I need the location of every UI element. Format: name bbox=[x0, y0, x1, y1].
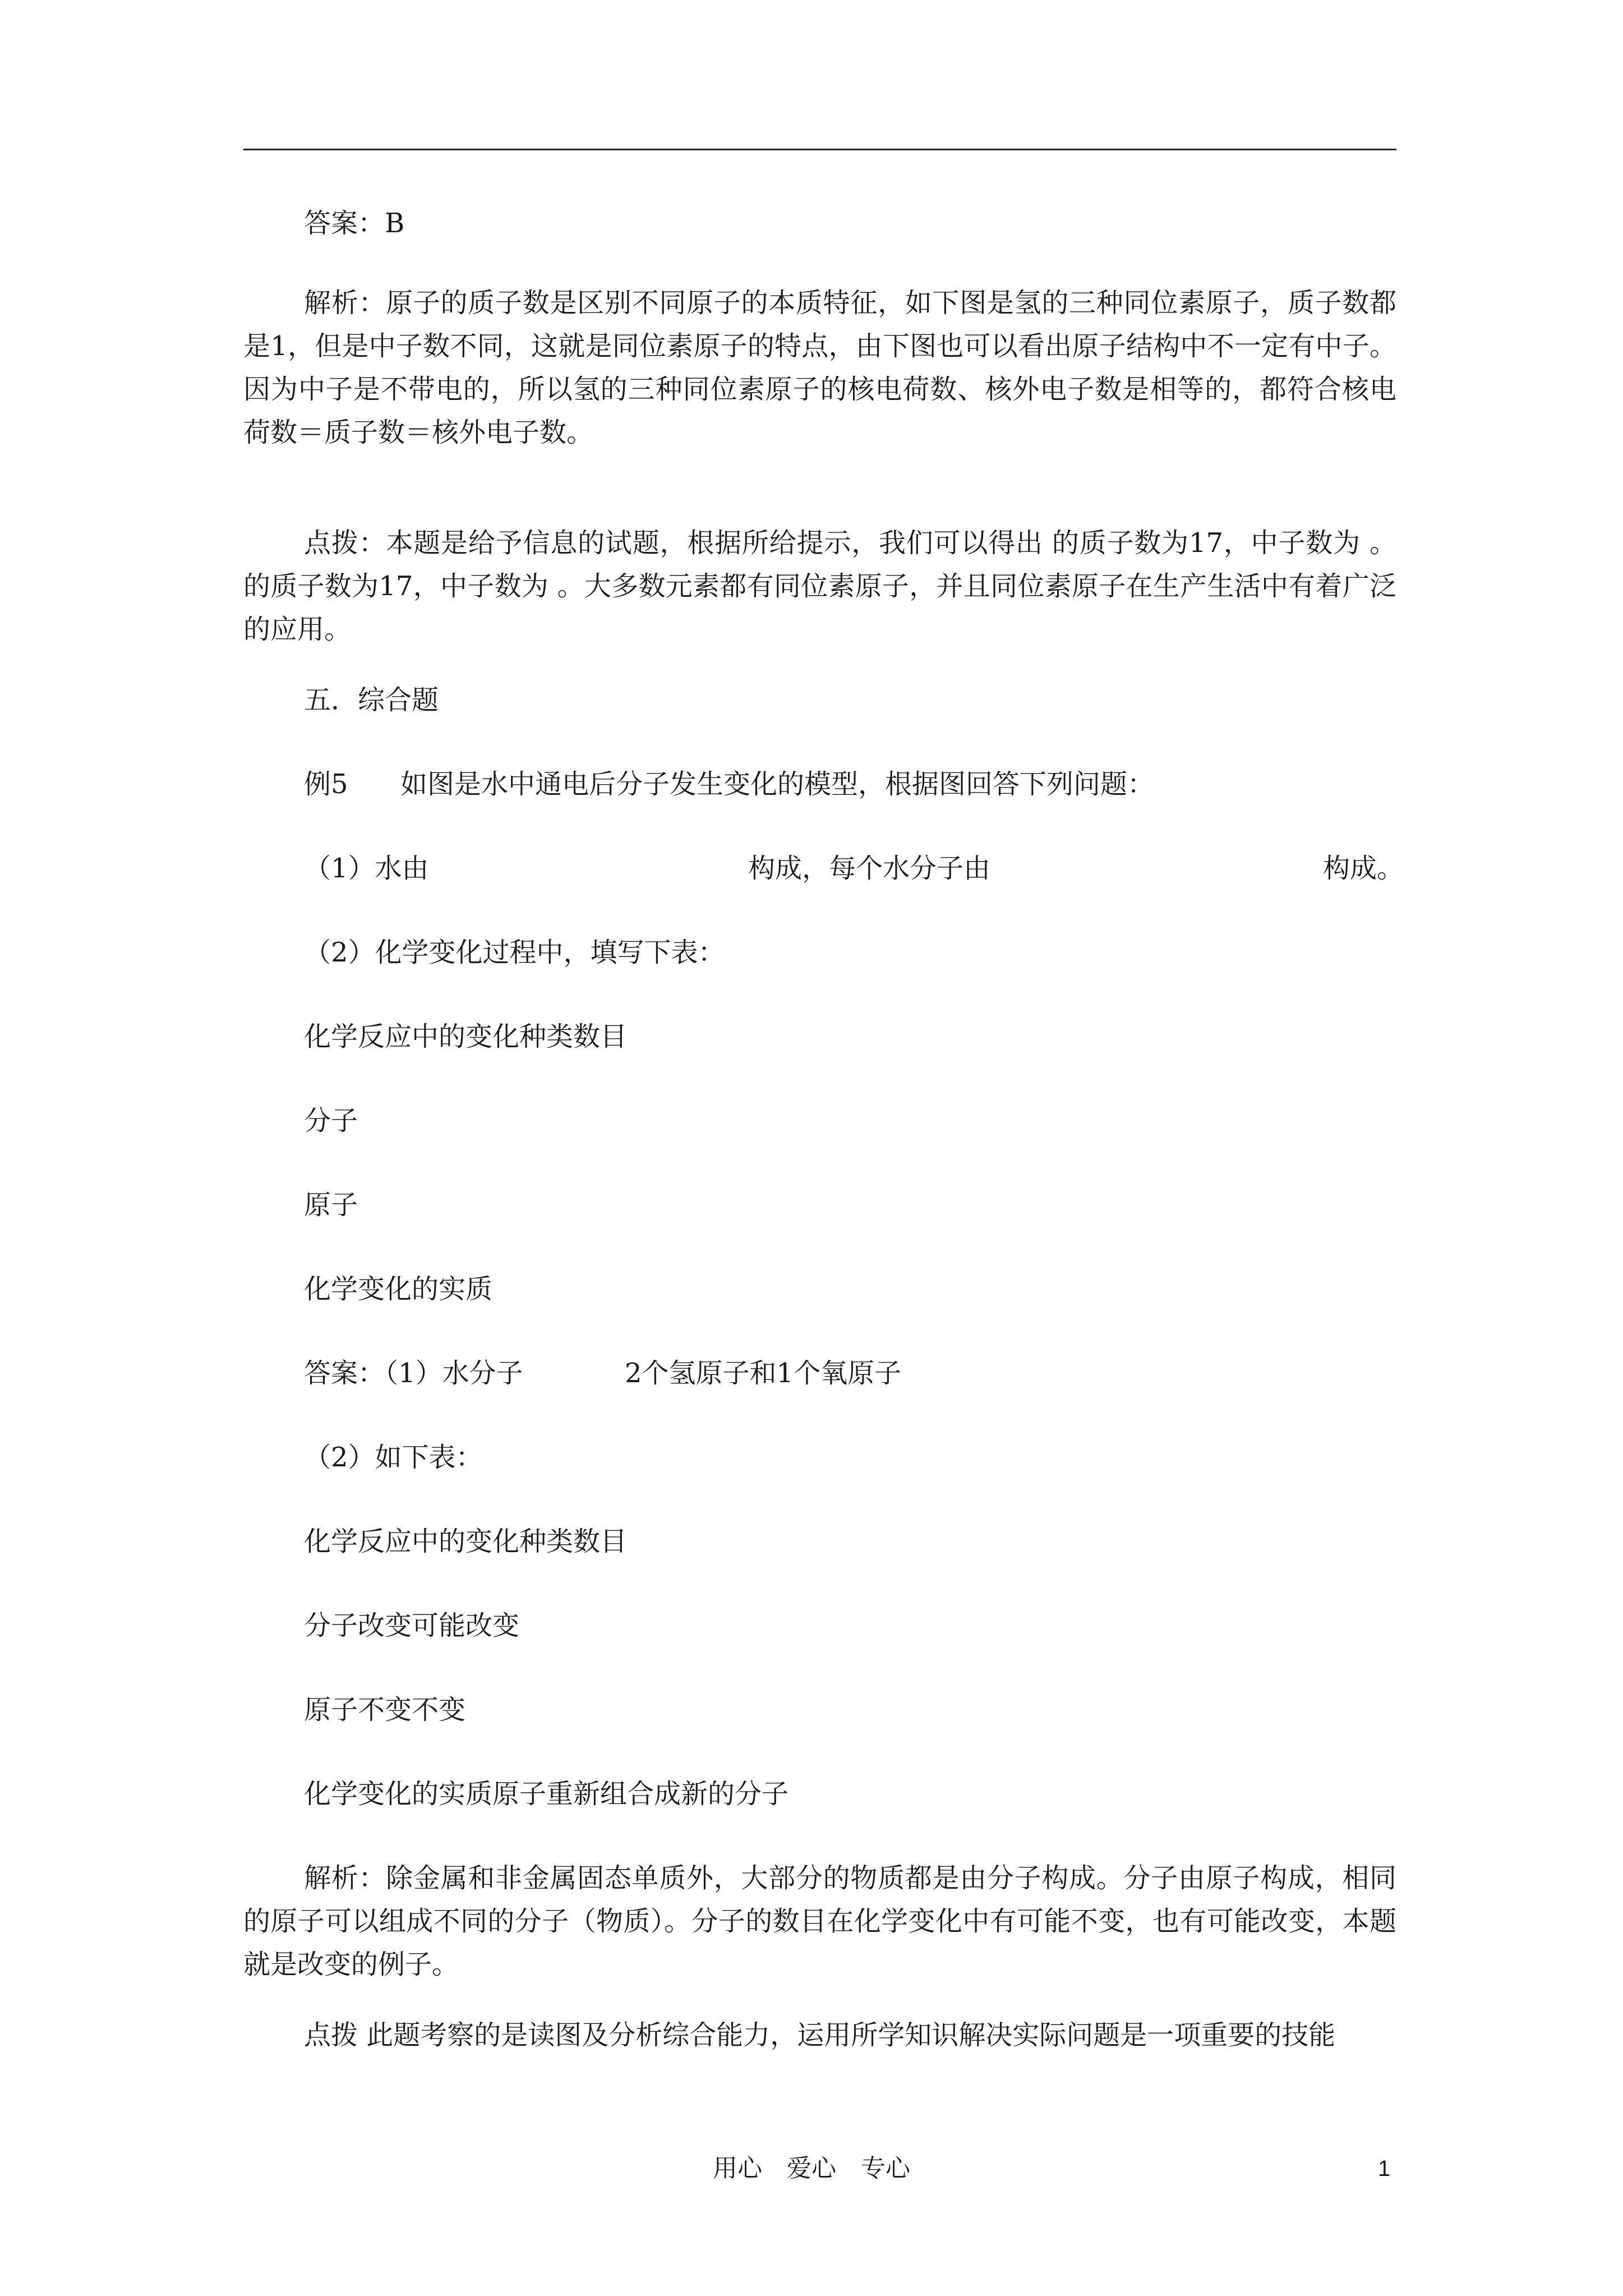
answer-table-row-essence: 化学变化的实质原子重新组合成新的分子 bbox=[304, 1778, 789, 1810]
q2-prompt: （2）化学变化过程中，填写下表： bbox=[304, 937, 725, 968]
q1-mid: 构成，每个水分子由 bbox=[748, 853, 991, 884]
answer-table-row-molecule: 分子改变可能改变 bbox=[304, 1610, 520, 1641]
question-table-row-molecule: 分子 bbox=[304, 1105, 358, 1137]
header-rule bbox=[243, 149, 1396, 150]
question-table-row-essence: 化学变化的实质 bbox=[304, 1273, 493, 1305]
answer-2: （2）如下表： bbox=[304, 1442, 483, 1473]
page-number: 1 bbox=[1378, 2156, 1391, 2181]
section-5-analysis: 解析：除金属和非金属固态单质外，大部分的物质都是由分子构成。分子由原子构成，相同的原子可以组成不同的分子（物质）。分子的数目在化学变化中有可能不变，也有可能改变，本题就是改变的例子。 bbox=[243, 1862, 1396, 1980]
answer-1-rest: 2个氢原子和1个氧原子 bbox=[625, 1358, 902, 1389]
section-5-heading: 五．综合题 bbox=[304, 684, 439, 716]
section-5-tip: 点拨 此题考察的是读图及分析综合能力，运用所学知识解决实际问题是一项重要的技能 bbox=[304, 2019, 1336, 2051]
answer-table-row-atom: 原子不变不变 bbox=[304, 1694, 466, 1726]
q1-end: 构成。 bbox=[1323, 853, 1404, 884]
q1-prefix: （1）水由 bbox=[304, 853, 429, 884]
example-5-label: 例5 bbox=[304, 769, 348, 800]
q4-answer: 答案：B bbox=[304, 208, 405, 239]
q4-analysis: 解析：原子的质子数是区别不同原子的本质特征，如下图是氢的三种同位素原子，质子数都是1，但是中子数不同，这就是同位素原子的特点，由下图也可以看出原子结构中不一定有中子。因为中子是不带电的，所以氢的三种同位素原子的核电荷数、核外电子数是相等的，都符合核电荷数＝质子数＝核外电子数。 bbox=[243, 287, 1396, 448]
q4-tip: 点拨：本题是给予信息的试题，根据所给提示，我们可以得出 的质子数为17，中子数为 。 的质子数为17，中子数为 。大多数元素都有同位素原子，并且同位素原子在生产生活中有着广泛的应用。 bbox=[243, 527, 1396, 645]
footer-motto: 用心 爱心 专心 bbox=[713, 2154, 910, 2183]
question-table-header: 化学反应中的变化种类数目 bbox=[304, 1021, 628, 1052]
question-table-row-atom: 原子 bbox=[304, 1189, 358, 1221]
example-5-text: 如图是水中通电后分子发生变化的模型，根据图回答下列问题： bbox=[400, 769, 1155, 800]
answer-1-label: 答案：（1）水分子 bbox=[304, 1358, 523, 1389]
answer-table-header: 化学反应中的变化种类数目 bbox=[304, 1526, 628, 1557]
